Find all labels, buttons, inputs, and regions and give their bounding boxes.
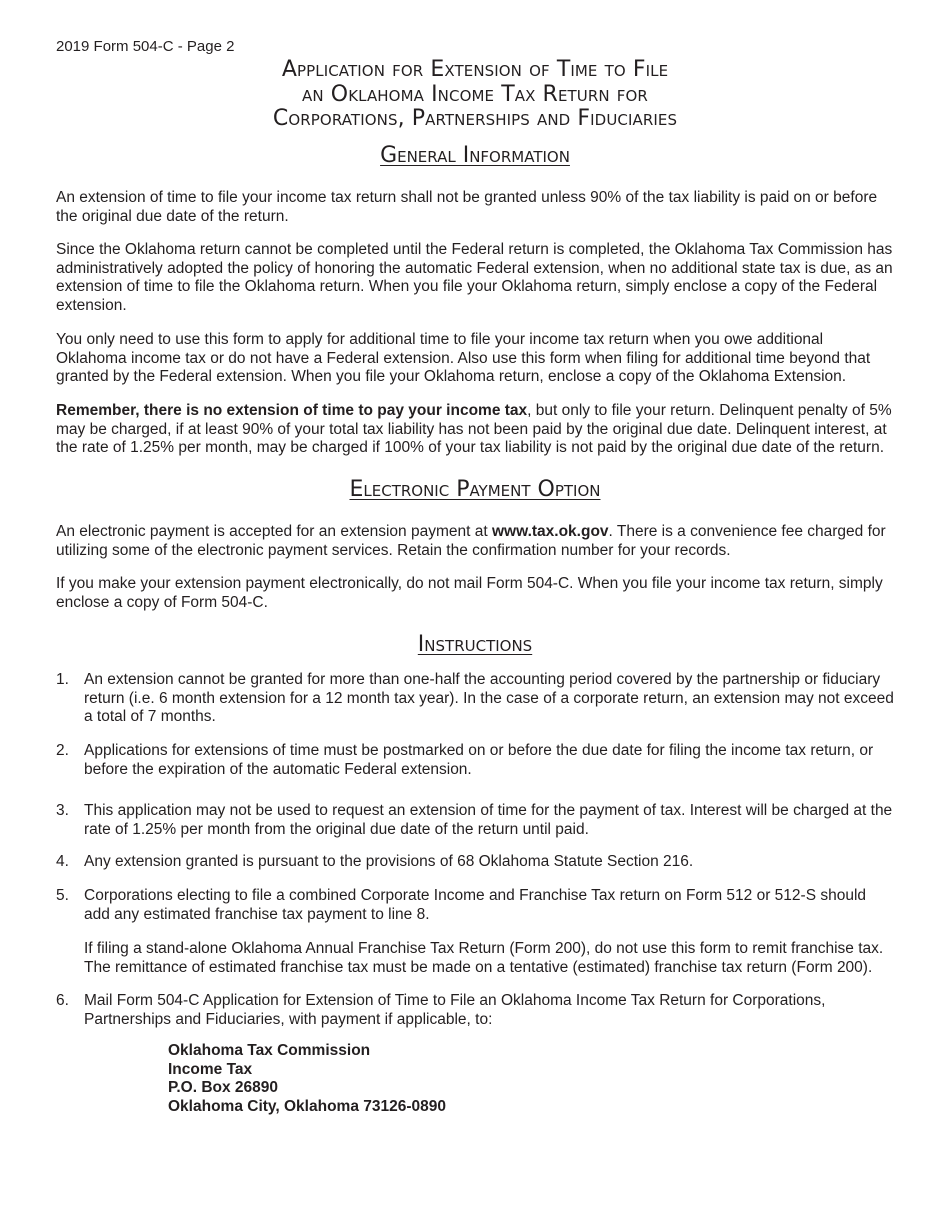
general-information-heading: General Information xyxy=(380,143,570,168)
form-title-line-2: an Oklahoma Income Tax Return for xyxy=(302,81,648,107)
general-paragraph-4-rest: , but only to file your return. Delinquent penalty of 5% may be charged, if at least 90% of your total tax liability has not been paid by the original due date. Delinquent interest, at the rate of 1.25% per month, may be charged if 100% of your tax liability is not paid by the original due date of the return. xyxy=(56,402,892,457)
instruction-text: If filing a stand-alone Oklahoma Annual Franchise Tax Return (Form 200), do not use this form to remit franchise tax. The remittance of estimated franchise tax must be made on a tentative (estimated) franchise tax return (Form 200). xyxy=(84,940,884,976)
instruction-item xyxy=(56,802,896,839)
electronic-paragraph-2: If you make your extension payment electronically, do not mail Form 504-C. When you file your income tax return, simply enclose a copy of Form 504-C. xyxy=(56,575,883,611)
no-extension-to-pay-notice: Remember, there is no extension of time to pay your income tax xyxy=(56,402,528,419)
address-line-2: Income Tax xyxy=(168,1060,253,1078)
instruction-text: Corporations electing to file a combined Corporate Income and Franchise Tax return on Form 512 or 512-S should add any estimated franchise tax payment to line 8. xyxy=(84,887,867,923)
general-paragraph-2: Since the Oklahoma return cannot be completed until the Federal return is completed, the Oklahoma Tax Commission has administratively adopted the policy of honoring the automatic Federal extension, when no additional state tax is due, as an extension of time to file the Oklahoma return. When you file your Oklahoma return, simply enclose a copy of the Federal extension. xyxy=(56,241,893,314)
instruction-text: An extension cannot be granted for more than one-half the accounting period covered by the partnership or fiduciary return (i.e. 6 month extension for a 12 month tax year). In the case of a corporate return, an extension may not exceed a total of 7 months. xyxy=(84,671,894,726)
page-label: 2019 Form 504-C - Page 2 xyxy=(56,38,235,55)
instruction-item xyxy=(56,671,896,727)
electronic-paragraph-1-end: . There is a convenience fee charged for utilizing some of the electronic payment services. Retain the confirmation number for your records. xyxy=(56,523,886,559)
instruction-number: 3. xyxy=(56,802,69,819)
electronic-paragraph-1 xyxy=(56,523,896,560)
electronic-paragraph-1-start: An electronic payment is accepted for an extension payment at xyxy=(56,523,492,540)
instruction-item xyxy=(56,853,896,872)
form-title xyxy=(0,58,950,132)
instruction-item xyxy=(56,887,896,924)
instruction-text: Any extension granted is pursuant to the provisions of 68 Oklahoma Statute Section 216. xyxy=(84,853,694,870)
instruction-item xyxy=(56,992,896,1029)
instruction-number: 6. xyxy=(56,992,69,1009)
instruction-number: 5. xyxy=(56,887,69,904)
instruction-item xyxy=(56,742,896,779)
tax-website-link[interactable]: www.tax.ok.gov xyxy=(491,523,609,540)
instruction-text: Mail Form 504-C Application for Extension of Time to File an Oklahoma Income Tax Return for Corporations, Partnerships and Fiduciaries, with payment if applicable, to: xyxy=(84,992,826,1028)
electronic-payment-heading: Electronic Payment Option xyxy=(349,477,601,502)
instruction-number: 4. xyxy=(56,853,69,870)
instruction-text: Applications for extensions of time must be postmarked on or before the due date for filing the income tax return, or before the expiration of the automatic Federal extension. xyxy=(84,742,874,778)
address-line-1: Oklahoma Tax Commission xyxy=(168,1042,371,1059)
instruction-number: 2. xyxy=(56,742,69,759)
instructions-heading: Instructions xyxy=(417,632,533,657)
form-title-line-3: Corporations, Partnerships and Fiduciaries xyxy=(272,106,678,131)
general-paragraph-3: You only need to use this form to apply for additional time to file your income tax return when you owe additional Oklahoma income tax or do not have a Federal extension. Also use this form when filing for additional time beyond that granted by the Federal extension. When you file your Oklahoma return, enclose a copy of the Oklahoma Extension. xyxy=(56,331,871,386)
form-title-line-1: Application for Extension of Time to File xyxy=(281,57,669,82)
address-line-4: Oklahoma City, Oklahoma 73126-0890 xyxy=(168,1097,446,1115)
instruction-item-continuation xyxy=(56,940,896,977)
general-paragraph-4 xyxy=(56,402,896,458)
mailing-address xyxy=(168,1042,446,1116)
address-line-3: P.O. Box 26890 xyxy=(168,1079,279,1097)
instruction-text: This application may not be used to request an extension of time for the payment of tax. Interest will be charged at the rate of 1.25% per month from the original due date of the return until paid. xyxy=(84,802,893,838)
instruction-number: 1. xyxy=(56,671,69,688)
general-paragraph-1: An extension of time to file your income tax return shall not be granted unless 90% of the tax liability is paid on or before the original due date of the return. xyxy=(56,189,878,225)
